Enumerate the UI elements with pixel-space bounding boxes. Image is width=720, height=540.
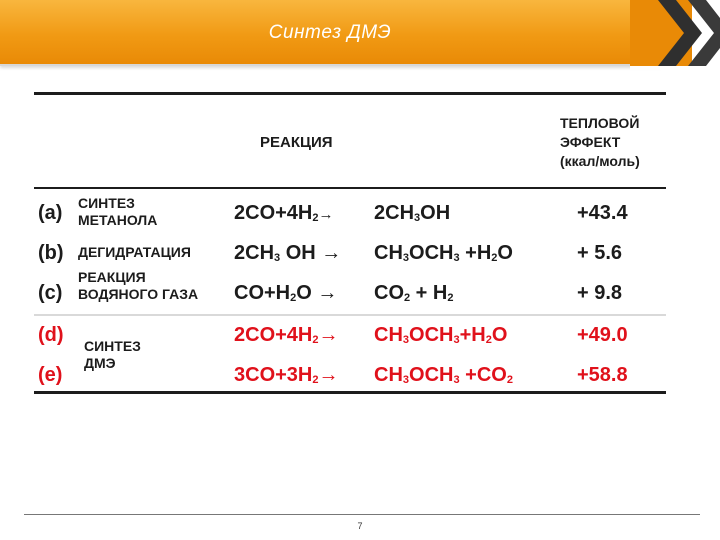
row-effect-a: +43.4 xyxy=(577,202,628,224)
row-equation-rhs-a: $2CH_3OH$ xyxy=(374,202,451,224)
row-process-c: РЕАКЦИЯ ВОДЯНОГО ГАЗА xyxy=(78,269,199,302)
header-effect-line3: (ккал/моль) xyxy=(560,153,640,169)
row-equation-rhs-c: $CO_2 + H_2$ xyxy=(374,282,454,304)
row-label-b: (b) xyxy=(38,242,64,264)
row-process-b: ДЕГИДРАТАЦИЯ xyxy=(78,244,191,260)
table-group-divider xyxy=(34,314,666,316)
row-equation-lhs-d: $2CO+4H_2\to$ xyxy=(234,324,339,346)
row-effect-d: +49.0 xyxy=(577,324,628,346)
header-effect-line2: ЭФФЕКТ xyxy=(560,134,621,150)
row-equation-rhs-b: $CH_3OCH_3 +H_2O$ xyxy=(374,242,513,264)
footer-rule xyxy=(24,514,700,515)
row-label-d: (d) xyxy=(38,324,64,346)
reaction-table xyxy=(34,92,666,394)
row-equation-lhs-b: $2CH_3$ OH → xyxy=(234,242,342,264)
row-effect-c: + 9.8 xyxy=(577,282,623,304)
row-effect-e: +58.8 xyxy=(577,364,628,386)
row-effect-b: + 5.6 xyxy=(577,242,623,264)
row-label-a: (a) xyxy=(38,202,63,224)
slide-title: Синтез ДМЭ xyxy=(268,22,392,43)
header-heat-effect xyxy=(560,114,640,171)
row-label-e: (e) xyxy=(38,364,63,386)
header-reaction: РЕАКЦИЯ xyxy=(260,134,333,151)
row-process-a: СИНТЕЗ МЕТАНОЛА xyxy=(78,195,158,228)
row-equation-lhs-e: $3CO+3H_2\to$ xyxy=(234,364,339,386)
row-equation-rhs-e: $CH_3OCH_3 +CO_2$ xyxy=(374,364,513,386)
page-number: 7 xyxy=(357,521,363,531)
row-equation-lhs-c: $CO+H_2O$ → xyxy=(234,282,338,304)
table-top-rule xyxy=(34,92,666,95)
slide-header-bar xyxy=(0,0,660,66)
chevron-decoration-icon xyxy=(630,0,720,70)
row-label-c: (c) xyxy=(38,282,63,304)
header-effect-line1: ТЕПЛОВОЙ xyxy=(560,115,640,131)
table-bottom-rule xyxy=(34,391,666,394)
row-equation-lhs-a: $2CO+4H_2\to$ xyxy=(234,202,334,224)
row-process-d: СИНТЕЗ ДМЭ xyxy=(84,338,141,371)
table-header-rule xyxy=(34,187,666,189)
row-equation-rhs-d: $CH_3OCH_3+H_2O$ xyxy=(374,324,508,346)
